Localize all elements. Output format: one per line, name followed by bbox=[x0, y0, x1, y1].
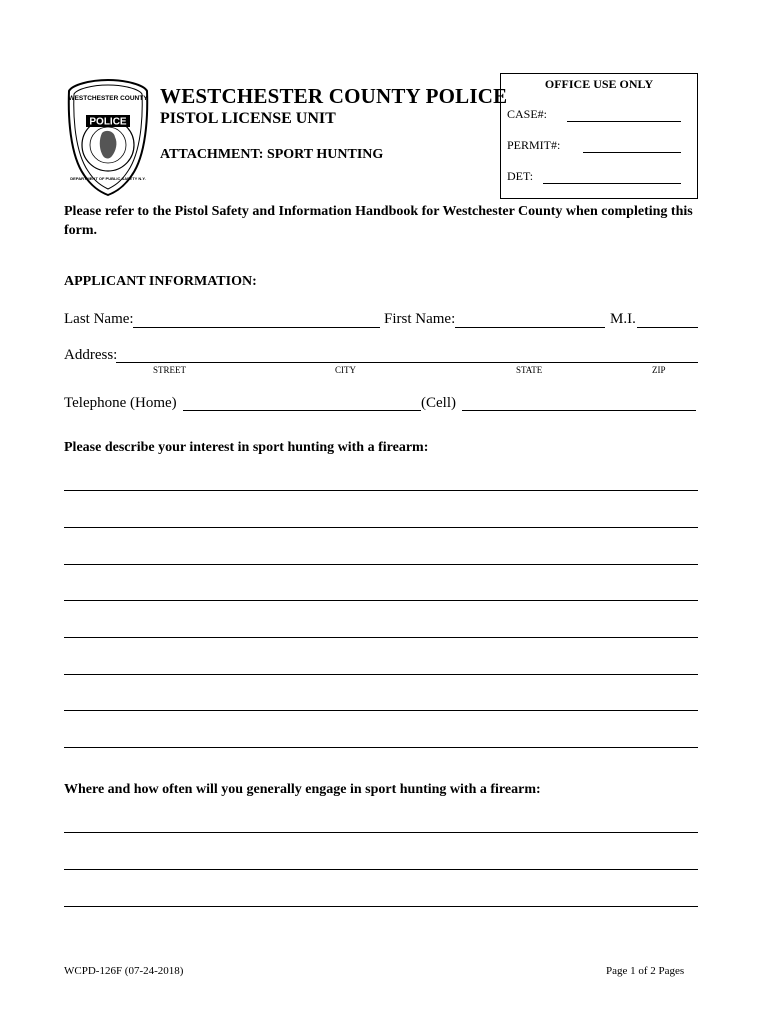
seal-bottom-text: DEPARTMENT OF PUBLIC SAFETY N.Y. bbox=[70, 176, 146, 181]
page-indicator: Page 1 of 2 Pages bbox=[606, 965, 685, 977]
attachment-title: ATTACHMENT: SPORT HUNTING bbox=[160, 147, 384, 162]
case-field[interactable] bbox=[567, 121, 681, 122]
state-sublabel: STATE bbox=[516, 365, 543, 375]
interest-answer-line[interactable] bbox=[64, 674, 698, 675]
first-name-field[interactable] bbox=[455, 327, 605, 328]
interest-answer-line[interactable] bbox=[64, 564, 698, 565]
interest-answer-line[interactable] bbox=[64, 600, 698, 601]
zip-sublabel: ZIP bbox=[652, 365, 666, 375]
first-name-label: First Name: bbox=[384, 311, 456, 327]
applicant-heading: APPLICANT INFORMATION: bbox=[64, 274, 257, 289]
phone-cell-label: (Cell) bbox=[421, 395, 456, 411]
intro-text: Please refer to the Pistol Safety and Information Handbook for Westchester County when completing this form. bbox=[64, 204, 693, 238]
seal-center-text: POLICE bbox=[89, 116, 127, 128]
interest-answer-line[interactable] bbox=[64, 710, 698, 711]
frequency-answer-line[interactable] bbox=[64, 869, 698, 870]
case-label: CASE#: bbox=[507, 107, 548, 121]
frequency-question: Where and how often will you generally engage in sport hunting with a firearm: bbox=[64, 782, 541, 797]
permit-field[interactable] bbox=[583, 152, 681, 153]
interest-answer-line[interactable] bbox=[64, 527, 698, 528]
det-field[interactable] bbox=[543, 183, 681, 184]
phone-home-label: Telephone (Home) bbox=[64, 395, 177, 411]
interest-question: Please describe your interest in sport hunting with a firearm: bbox=[64, 440, 429, 455]
frequency-answer-line[interactable] bbox=[64, 906, 698, 907]
seal-top-text: WESTCHESTER COUNTY bbox=[68, 95, 148, 102]
office-use-title: OFFICE USE ONLY bbox=[544, 77, 654, 91]
address-label: Address: bbox=[64, 347, 118, 363]
last-name-label: Last Name: bbox=[64, 311, 134, 327]
mi-field[interactable] bbox=[637, 327, 698, 328]
interest-answer-line[interactable] bbox=[64, 490, 698, 491]
permit-label: PERMIT#: bbox=[507, 138, 561, 152]
address-field[interactable] bbox=[116, 362, 698, 363]
city-sublabel: CITY bbox=[335, 365, 356, 375]
unit-title: PISTOL LICENSE UNIT bbox=[160, 110, 336, 127]
interest-answer-line[interactable] bbox=[64, 637, 698, 638]
mi-label: M.I. bbox=[610, 311, 636, 327]
det-label: DET: bbox=[507, 169, 534, 183]
phone-home-field[interactable] bbox=[183, 410, 421, 411]
office-use-box bbox=[500, 73, 698, 199]
last-name-field[interactable] bbox=[133, 327, 380, 328]
form-id: WCPD-126F (07-24-2018) bbox=[64, 965, 184, 977]
phone-cell-field[interactable] bbox=[462, 410, 696, 411]
frequency-answer-line[interactable] bbox=[64, 832, 698, 833]
street-sublabel: STREET bbox=[153, 365, 186, 375]
interest-answer-line[interactable] bbox=[64, 747, 698, 748]
agency-title: WESTCHESTER COUNTY POLICE bbox=[160, 84, 508, 108]
police-seal-logo bbox=[66, 77, 150, 197]
